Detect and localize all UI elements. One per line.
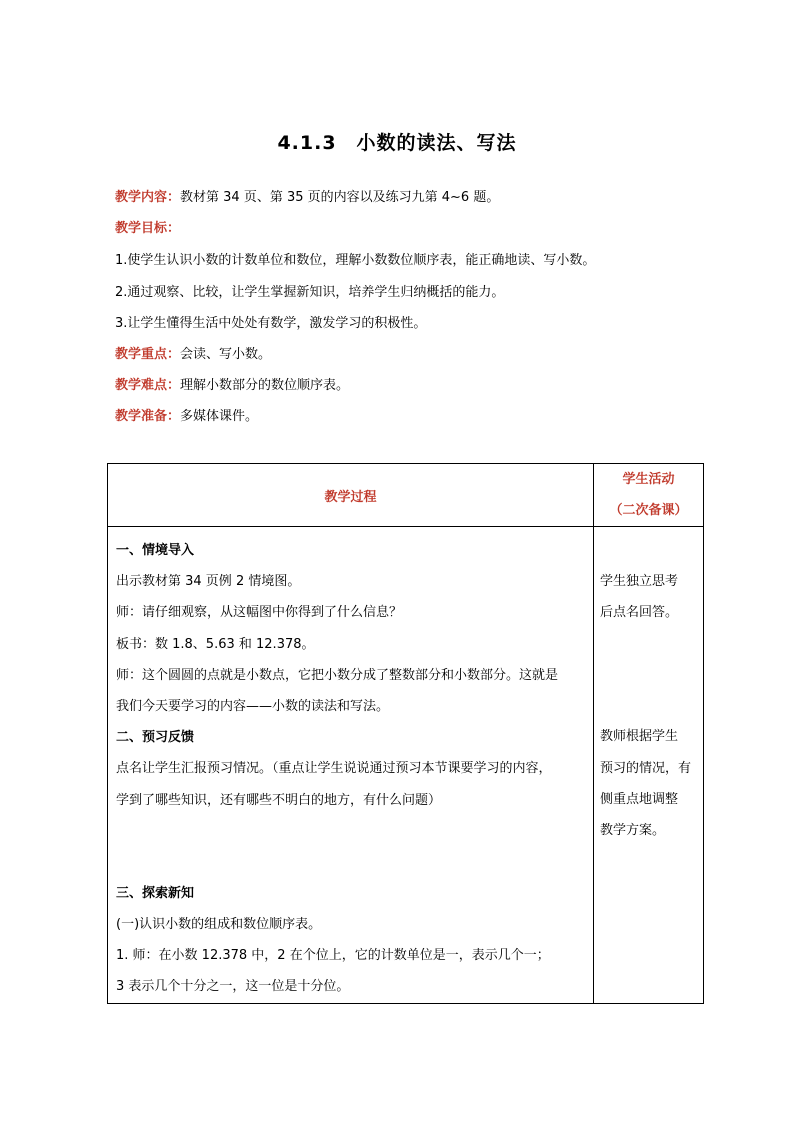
activity-line: 学生独立思考 — [600, 574, 679, 589]
process-line: 点名让学生汇报预习情况。（重点让学生说说通过预习本节课要学习的内容， — [116, 761, 552, 777]
section-title-preview: 二、预习反馈 — [116, 730, 195, 746]
key-point-label: 教学重点： — [115, 347, 181, 362]
process-line: 出示教材第 34 页例 2 情境图。 — [116, 574, 301, 590]
key-point-row — [115, 346, 271, 364]
process-line: 学到了哪些知识，还有哪些不明白的地方，有什么问题） — [116, 792, 442, 808]
preparation-row — [115, 408, 258, 426]
key-point-text: 会读、写小数。 — [180, 347, 272, 362]
activity-line: 预习的情况，有 — [600, 760, 692, 776]
preparation-text: 多媒体课件。 — [180, 409, 259, 424]
activity-header-sub: （二次备课） — [609, 503, 688, 518]
process-line: 我们今天要学习的内容——小数的读法和写法。 — [116, 699, 390, 715]
process-line: 3 表示几个十分之一，这一位是十分位。 — [116, 979, 350, 995]
difficulty-label: 教学难点： — [115, 378, 181, 393]
lesson-title: 4.1.3 小数的读法、写法 — [277, 132, 517, 154]
activity-line: 教学方案。 — [600, 823, 666, 839]
goal-item-3: 3.让学生懂得生活中处处有数学，激发学习的积极性。 — [115, 316, 427, 331]
goal-item-2: 2.通过观察、比较，让学生掌握新知识，培养学生归纳概括的能力。 — [115, 285, 505, 300]
activity-header-cell — [594, 464, 704, 527]
activity-line: 后点名回答。 — [600, 605, 679, 621]
process-line: 师：这个圆圆的点就是小数点，它把小数分成了整数部分和小数部分。这就是 — [116, 667, 559, 683]
difficulty-text: 理解小数部分的数位顺序表。 — [180, 378, 350, 393]
process-line: 师：请仔细观察，从这幅图中你得到了什么信息？ — [116, 605, 403, 621]
activity-line: 教师根据学生 — [600, 729, 679, 745]
process-line: 1. 师：在小数 12.378 中，2 在个位上，它的计数单位是一，表示几个一； — [116, 948, 550, 964]
teaching-content-text: 教材第 34 页、第 35 页的内容以及练习九第 4~6 题。 — [180, 190, 500, 205]
teaching-goals-label: 教学目标： — [115, 221, 181, 236]
teaching-content-row — [115, 189, 499, 207]
process-header-cell — [108, 464, 594, 527]
process-header: 教学过程 — [324, 489, 377, 505]
activity-line: 侧重点地调整 — [600, 791, 679, 807]
activity-content-cell — [594, 527, 704, 1004]
process-line: (一)认识小数的组成和数位顺序表。 — [116, 917, 322, 933]
activity-header: 学生活动 — [622, 472, 675, 487]
section-title-explore: 三、探索新知 — [116, 885, 195, 901]
preparation-label: 教学准备： — [115, 409, 181, 424]
blank-space — [116, 816, 585, 878]
teaching-goals-row — [115, 220, 180, 238]
goal-item-1: 1.使学生认识小数的计数单位和数位，理解小数数位顺序表，能正确地读、写小数。 — [115, 253, 596, 268]
process-line: 板书：数 1.8、5.63 和 12.378。 — [116, 636, 315, 652]
process-content-cell — [108, 527, 594, 1004]
section-title-intro: 一、情境导入 — [116, 543, 195, 558]
teaching-content-label: 教学内容： — [115, 190, 181, 205]
lesson-process-table — [107, 463, 704, 1004]
difficulty-row — [115, 377, 349, 395]
